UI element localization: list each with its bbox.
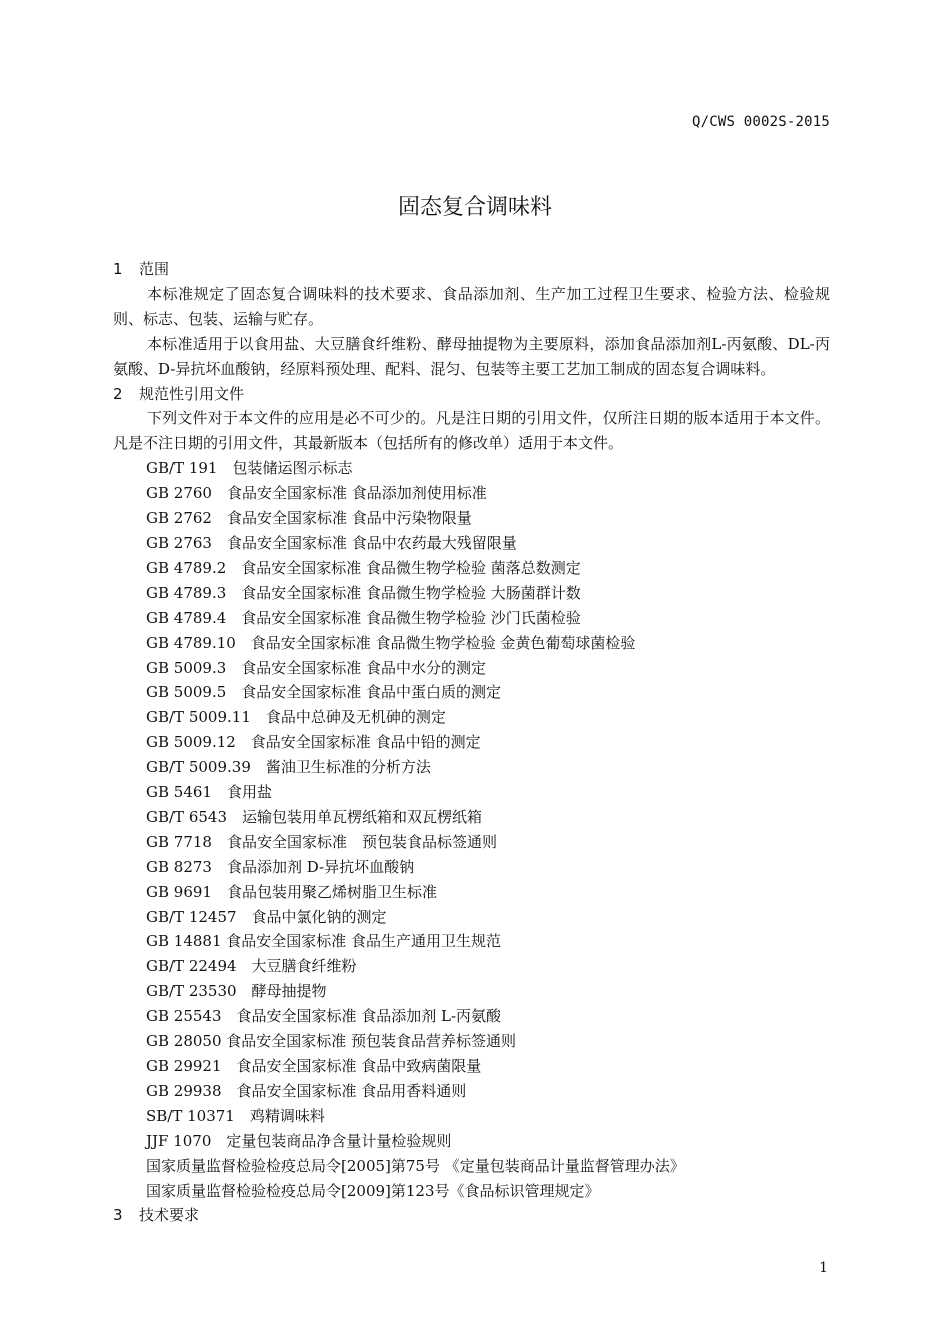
reference-item: GB 25543 食品安全国家标准 食品添加剂 L-丙氨酸 xyxy=(146,1007,502,1026)
section-title: 规范性引用文件 xyxy=(139,384,245,403)
reference-item: GB 28050 食品安全国家标准 预包装食品营养标签通则 xyxy=(146,1032,517,1051)
page-number: 1 xyxy=(819,1260,828,1276)
reference-item: GB 2763 食品安全国家标准 食品中农药最大残留限量 xyxy=(146,533,517,552)
document-title: 固态复合调味料 xyxy=(397,195,552,220)
reference-item: GB 4789.10 食品安全国家标准 食品微生物学检验 金黄色葡萄球菌检验 xyxy=(146,633,636,652)
section-number: 3 xyxy=(113,1206,123,1225)
section-heading-technical-requirements xyxy=(113,1203,830,1228)
reference-item: 国家质量监督检验检疫总局令[2005]第75号 《定量包装商品计量监督管理办法》 xyxy=(146,1156,685,1175)
reference-item: GB/T 23530 酵母抽提物 xyxy=(146,982,327,1001)
reference-item: GB 2762 食品安全国家标准 食品中污染物限量 xyxy=(146,509,472,528)
reference-item: GB/T 5009.39 酱油卫生标准的分析方法 xyxy=(146,758,431,777)
reference-item: GB 29938 食品安全国家标准 食品用香料通则 xyxy=(146,1081,467,1100)
reference-item: GB 2760 食品安全国家标准 食品添加剂使用标准 xyxy=(146,484,487,503)
reference-item: GB 5009.5 食品安全国家标准 食品中蛋白质的测定 xyxy=(146,683,502,702)
reference-item: 国家质量监督检验检疫总局令[2009]第123号《食品标识管理规定》 xyxy=(146,1181,600,1200)
reference-item: GB/T 6543 运输包装用单瓦楞纸箱和双瓦楞纸箱 xyxy=(146,807,483,826)
scope-paragraph-2: 本标准适用于以食用盐、大豆膳食纤维粉、酵母抽提物为主要原料，添加食品添加剂L-丙氨酸、DL-丙氨酸、D-异抗坏血酸钠，经原料预处理、配料、混匀、包装等主要工艺加工制成的固态复合调味料。 xyxy=(113,334,830,378)
reference-item: GB 29921 食品安全国家标准 食品中致病菌限量 xyxy=(146,1057,482,1075)
reference-item: GB 4789.2 食品安全国家标准 食品微生物学检验 菌落总数测定 xyxy=(146,558,581,577)
section-heading-scope xyxy=(113,257,830,282)
reference-item: GB 5009.3 食品安全国家标准 食品中水分的测定 xyxy=(146,658,487,677)
section-title: 技术要求 xyxy=(139,1206,200,1225)
reference-item: GB 4789.3 食品安全国家标准 食品微生物学检验 大肠菌群计数 xyxy=(146,583,581,602)
references-intro-paragraph: 下列文件对于本文件的应用是必不可少的。凡是注日期的引用文件，仅所注日期的版本适用于本文件。凡是不注日期的引用文件，其最新版本（包括所有的修改单）适用于本文件。 xyxy=(113,409,830,453)
section-number: 1 xyxy=(113,260,123,278)
document-code: Q/CWS 0002S-2015 xyxy=(691,114,830,130)
document-body xyxy=(113,257,830,1228)
reference-item: GB 4789.4 食品安全国家标准 食品微生物学检验 沙门氏菌检验 xyxy=(146,608,581,627)
reference-item: GB 5009.12 食品安全国家标准 食品中铅的测定 xyxy=(146,733,481,752)
reference-item: GB 9691 食品包装用聚乙烯树脂卫生标准 xyxy=(146,882,437,901)
reference-item: GB 5461 食用盐 xyxy=(146,783,272,802)
reference-list xyxy=(113,456,830,1203)
section-heading-normative-references xyxy=(113,382,830,407)
reference-item: GB 7718 食品安全国家标准 预包装食品标签通则 xyxy=(146,832,497,851)
reference-item: GB/T 191 包装储运图示标志 xyxy=(146,459,353,478)
reference-item: GB/T 5009.11 食品中总砷及无机砷的测定 xyxy=(146,708,446,727)
section-title: 范围 xyxy=(139,260,170,278)
reference-item: GB 14881 食品安全国家标准 食品生产通用卫生规范 xyxy=(146,932,502,951)
reference-item: GB 8273 食品添加剂 D-异抗坏血酸钠 xyxy=(146,857,415,876)
reference-item: GB/T 22494 大豆膳食纤维粉 xyxy=(146,957,357,976)
scope-paragraph-1: 本标准规定了固态复合调味料的技术要求、食品添加剂、生产加工过程卫生要求、检验方法、检验规则、标志、包装、运输与贮存。 xyxy=(113,284,830,328)
reference-item: JJF 1070 定量包装商品净含量计量检验规则 xyxy=(146,1131,452,1150)
reference-item: GB/T 12457 食品中氯化钠的测定 xyxy=(146,907,387,926)
reference-item: SB/T 10371 鸡精调味料 xyxy=(146,1106,325,1125)
section-number: 2 xyxy=(113,384,123,403)
